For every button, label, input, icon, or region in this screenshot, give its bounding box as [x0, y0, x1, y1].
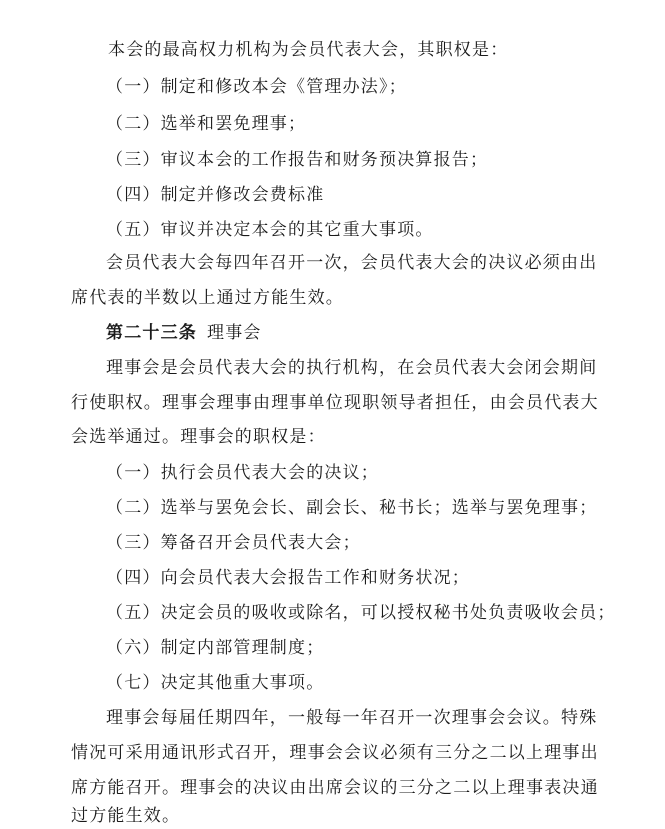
article-23-item-2: （二）选举与罢免会长、副会长、秘书长；选举与罢免理事；: [106, 498, 598, 518]
section1-item-5: （五）审议并决定本会的其它重大事项。: [106, 220, 434, 240]
article-23-closing-line-4: 过方能生效。: [71, 806, 181, 826]
section1-item-3: （三）审议本会的工作报告和财务预决算报告；: [106, 150, 489, 170]
article-23-title: 理事会: [207, 323, 262, 343]
article-23-intro-line-2: 行使职权。理事会理事由理事单位现职领导者担任，由会员代表大: [71, 393, 599, 413]
section1-paragraph-line-1: 会员代表大会每四年召开一次，会员代表大会的决议必须由出: [106, 253, 598, 273]
article-23-intro-line-1: 理事会是会员代表大会的执行机构，在会员代表大会闭会期间: [106, 358, 598, 378]
article-23-closing-line-3: 席方能召开。理事会的决议由出席会议的三分之二以上理事表决通: [71, 778, 599, 798]
section1-item-4: （四）制定并修改会费标准: [106, 185, 325, 205]
section1-item-2: （二）选举和罢免理事；: [106, 114, 307, 134]
article-23-item-4: （四）向会员代表大会报告工作和财务状况；: [106, 568, 470, 588]
article-23-item-6: （六）制定内部管理制度；: [106, 638, 325, 658]
article-23-item-1: （一）执行会员代表大会的决议；: [106, 463, 379, 483]
section1-intro: 本会的最高权力机构为会员代表大会，其职权是：: [108, 40, 509, 60]
article-23-heading: [106, 322, 262, 344]
article-23-item-3: （三）筹备召开会员代表大会；: [106, 533, 361, 553]
article-23-intro-line-3: 会选举通过。理事会的职权是：: [71, 427, 326, 447]
article-23-item-7: （七）决定其他重大事项。: [106, 673, 325, 693]
article-23-number: 第二十三条: [106, 323, 197, 343]
article-23-closing-line-2: 情况可采用通讯形式召开，理事会会议必须有三分之二以上理事出: [71, 743, 599, 763]
article-23-item-5: （五）决定会员的吸收或除名，可以授权秘书处负责吸收会员；: [106, 603, 616, 623]
section1-paragraph-line-2: 席代表的半数以上通过方能生效。: [71, 288, 344, 308]
section1-item-1: （一）制定和修改本会《管理办法》；: [106, 77, 407, 97]
article-23-closing-line-1: 理事会每届任期四年，一般每一年召开一次理事会会议。特殊: [106, 708, 598, 728]
